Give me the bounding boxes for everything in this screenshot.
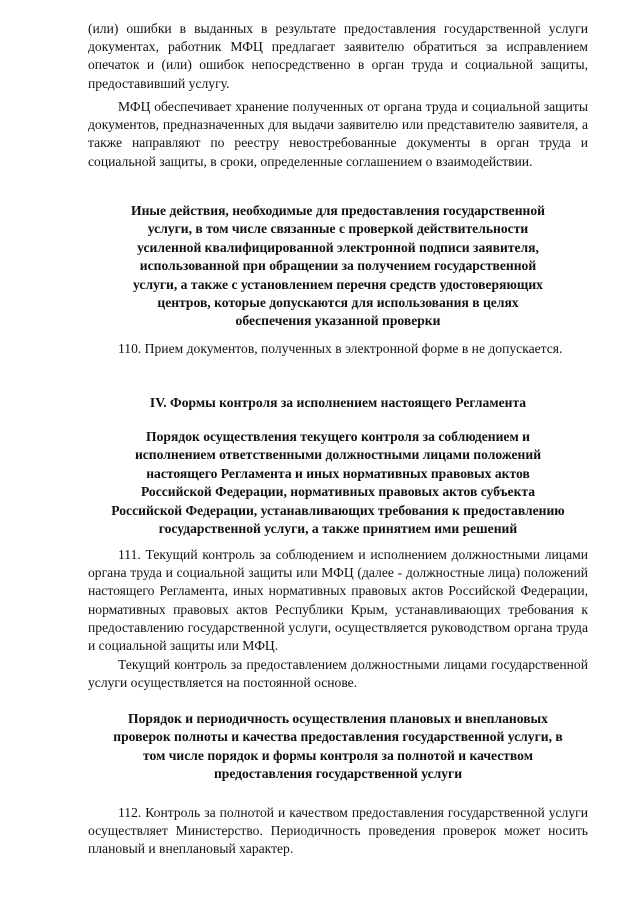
heading-line: Порядок и периодичность осуществления плановых и внеплановых: [128, 711, 548, 726]
heading-line: государственной услуги, а также принятием ими решений: [158, 521, 518, 537]
heading-other-actions: [88, 202, 588, 331]
heading-line: предоставления государственной услуги: [213, 766, 463, 782]
paragraph-errors-correction: (или) ошибки в выданных в результате предоставления государственной услуги документах, работник МФЦ предлагает заявителю обратиться за исправлением опечаток и (или) ошибок непосредственно в орган труда и социальной защиты, предоставивший услугу.: [88, 21, 588, 91]
heading-line: использованной при обращении за получением государственной: [139, 258, 537, 274]
heading-line: Российской Федерации, устанавливающих требования к предоставлению: [111, 502, 565, 518]
paragraph-112: 112. Контроль за полнотой и качеством предоставления государственной услуги осуществляет Министерство. Периодичность проведения проверок может носить плановый и внеплановый характер.: [88, 805, 588, 857]
heading-line: Иные действия, необходимые для предоставления государственной: [131, 203, 545, 218]
heading-line: Российской Федерации, нормативных правовых актов субъекта: [140, 484, 536, 500]
paragraph-111: 111. Текущий контроль за соблюдением и исполнением должностными лицами органа труда и социальной защиты или МФЦ (далее - должностные лица) положений настоящего Регламента, иных нормативных правовых актов Российской Федерации, нормативных правовых актов Республики Крым, устанавливающих требования к предоставлению государственной услуги, осуществляется руководством органа труда и социальной защиты или МФЦ.: [88, 547, 588, 654]
heading-line: исполнением ответственными должностными лицами положений: [134, 447, 542, 463]
heading-current-control: [88, 428, 588, 538]
section-iv-title: IV. Формы контроля за исполнением настоящего Регламента: [149, 395, 527, 410]
heading-line: проверок полноты и качества предоставления государственной услуги, в: [113, 729, 563, 745]
heading-line: усиленной квалифицированной электронной подписи заявителя,: [137, 239, 539, 255]
heading-line: Порядок осуществления текущего контроля за соблюдением и: [146, 429, 530, 444]
heading-line: услуги, а также с установлением перечня средств удостоверяющих: [133, 276, 543, 292]
paragraph-111-continuous: Текущий контроль за предоставлением должностными лицами государственной услуги осуществляется на постоянной основе.: [88, 657, 588, 691]
heading-line: том числе порядок и формы контроля за полнотой и качеством: [143, 747, 533, 763]
paragraph-110: 110. Прием документов, полученных в электронной форме в не допускается.: [118, 341, 563, 356]
heading-line: услуги, в том числе связанные с проверкой действительности: [147, 221, 529, 237]
heading-periodic-checks: [88, 710, 588, 784]
heading-line: настоящего Регламента и иных нормативных правовых актов: [146, 465, 530, 481]
heading-line: центров, которые допускаются для использования в целях: [157, 295, 519, 311]
heading-line: обеспечения указанной проверки: [235, 313, 441, 329]
paragraph-mfc-storage: МФЦ обеспечивает хранение полученных от органа труда и социальной защиты документов, предназначенных для выдачи заявителю или представителю заявителя, а также направляют по реестру невостребованные документы в орган труда и социальной защиты, в сроки, определенные соглашением о взаимодействии.: [88, 99, 588, 169]
